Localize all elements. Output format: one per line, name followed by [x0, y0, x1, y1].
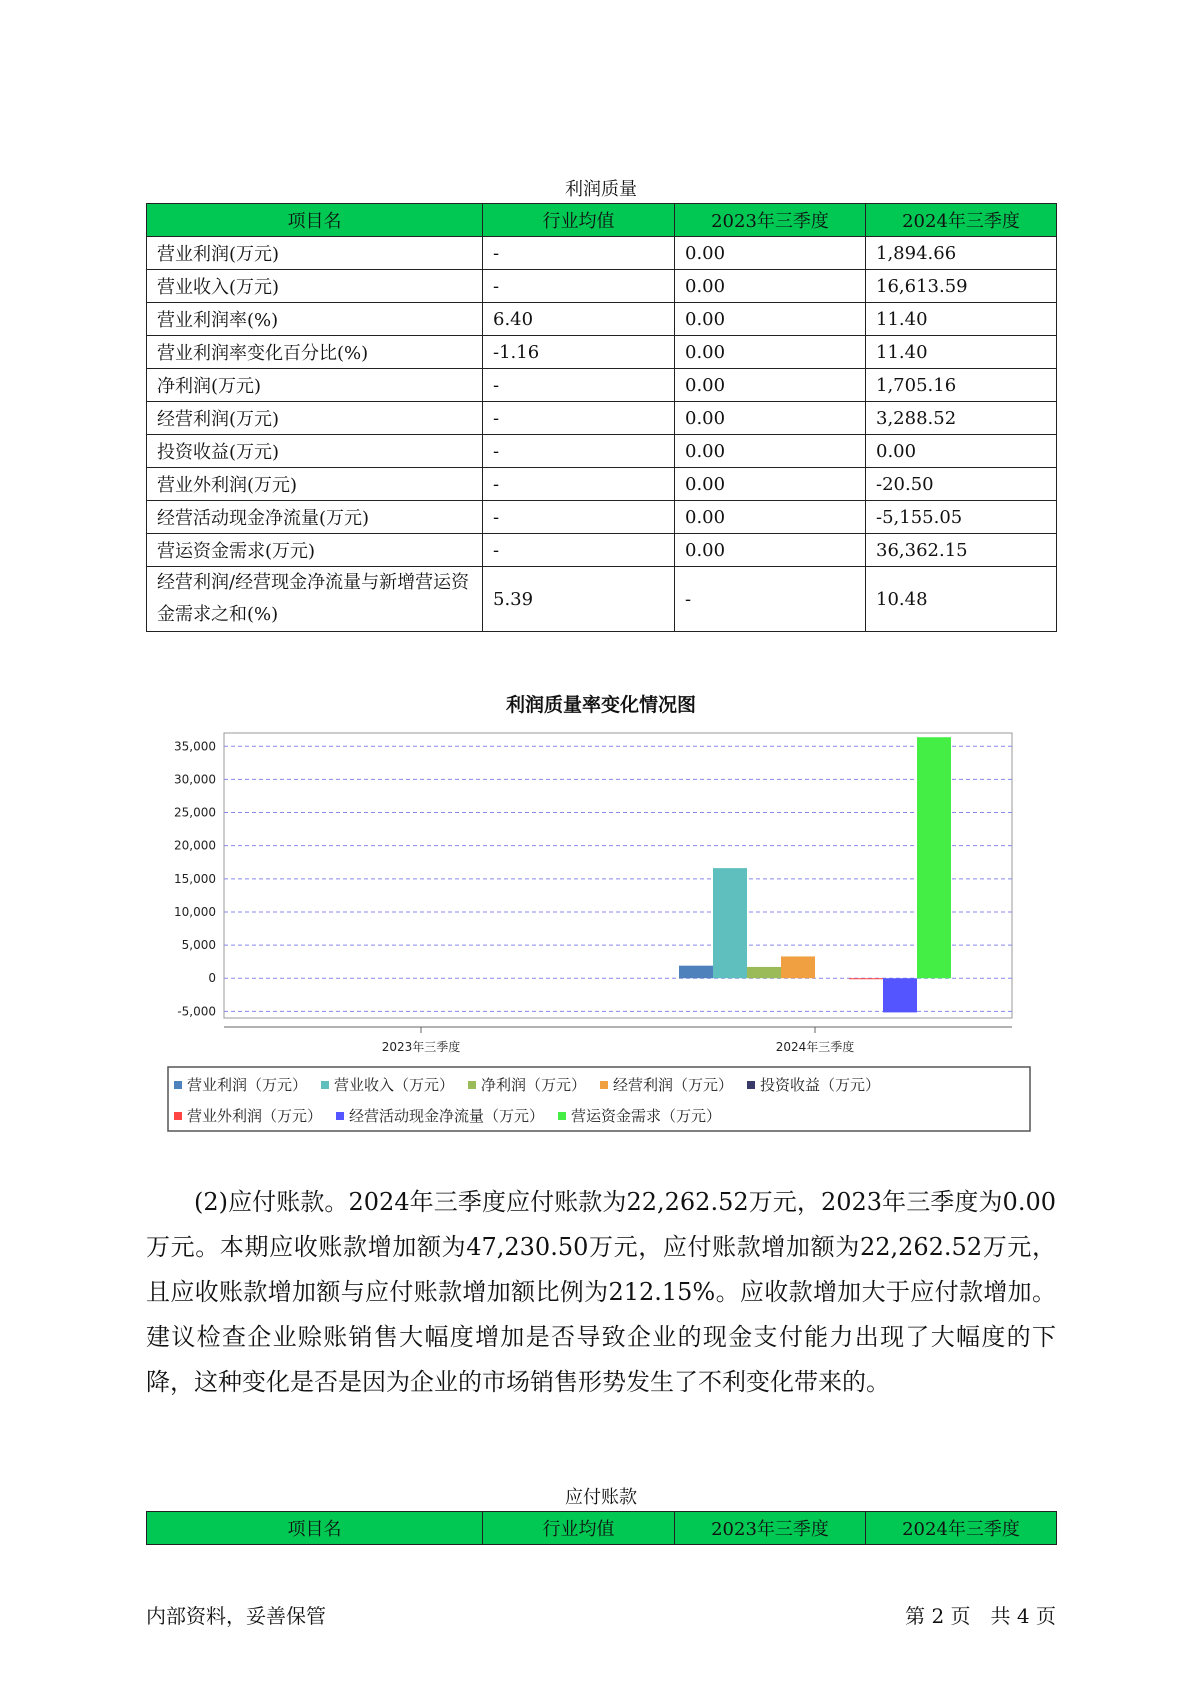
cell-item: 营运资金需求(万元) [147, 534, 483, 567]
header-item-name: 项目名 [147, 1512, 483, 1545]
plot-area [224, 733, 1012, 1018]
legend-swatch [600, 1081, 608, 1089]
cell-item: 净利润(万元) [147, 369, 483, 402]
cell-avg: - [483, 270, 675, 303]
header-industry-avg: 行业均值 [483, 204, 675, 237]
cell-avg: - [483, 369, 675, 402]
legend-swatch [174, 1081, 182, 1089]
legend-item: 营业利润（万元） [187, 1076, 308, 1094]
legend-swatch [174, 1112, 182, 1120]
cell-2023: 0.00 [675, 501, 866, 534]
cell-avg: -1.16 [483, 336, 675, 369]
y-tick-label: 30,000 [174, 772, 216, 787]
cell-2024: 16,613.59 [866, 270, 1057, 303]
header-industry-avg: 行业均值 [483, 1512, 675, 1545]
header-2024q3: 2024年三季度 [866, 1512, 1057, 1545]
cell-2024: -5,155.05 [866, 501, 1057, 534]
cell-item: 营业外利润(万元) [147, 468, 483, 501]
cell-2024: 36,362.15 [866, 534, 1057, 567]
chart-title: 利润质量率变化情况图 [505, 694, 696, 716]
cell-2023: 0.00 [675, 303, 866, 336]
bar [849, 978, 883, 979]
y-tick-label: -5,000 [177, 1004, 216, 1019]
cell-2023: 0.00 [675, 402, 866, 435]
y-tick-label: 25,000 [174, 805, 216, 820]
table2-caption: 应付账款 [565, 1487, 637, 1508]
legend-item: 投资收益（万元） [760, 1076, 881, 1094]
legend-item: 经营利润（万元） [613, 1076, 734, 1094]
cell-2024: -20.50 [866, 468, 1057, 501]
analysis-paragraph: (2)应付账款。2024年三季度应付账款为22,262.52万元，2023年三季度为0.00万元。本期应收账款增加额为47,230.50万元，应付账款增加额为22,262.52万元，且应收账款增加额与应付账款增加额比例为212.15%。应收款增加大于应付款增加。建议检查企业赊账销售大幅度增加是否导致企业的现金支付能力出现了大幅度的下降，这种变化是否是因为企业的市场销售形势发生了不利变化带来的。 [146, 1188, 1056, 1396]
legend-swatch [321, 1081, 329, 1089]
bar [679, 966, 713, 979]
x-tick-label: 2024年三季度 [775, 1040, 855, 1054]
bar [747, 967, 781, 978]
legend-swatch [336, 1112, 344, 1120]
cell-2024: 11.40 [866, 303, 1057, 336]
cell-item: 经营利润/经营现金净流量与新增营运资金需求之和(%) [147, 567, 483, 632]
cell-avg: - [483, 402, 675, 435]
y-tick-label: 15,000 [174, 871, 216, 886]
header-2023q3: 2023年三季度 [675, 204, 866, 237]
cell-2023: - [675, 567, 866, 632]
legend-swatch [747, 1081, 755, 1089]
cell-2024: 1,894.66 [866, 237, 1057, 270]
legend-item: 经营活动现金净流量（万元） [349, 1107, 545, 1125]
header-2023q3: 2023年三季度 [675, 1512, 866, 1545]
accounts-payable-table [146, 1511, 1057, 1545]
legend-item: 净利润（万元） [481, 1076, 587, 1094]
cell-item: 营业利润(万元) [147, 237, 483, 270]
cell-avg: 5.39 [483, 567, 675, 632]
legend-item: 营运资金需求（万元） [571, 1107, 722, 1125]
cell-item: 投资收益(万元) [147, 435, 483, 468]
bar [781, 956, 815, 978]
cell-item: 营业利润率变化百分比(%) [147, 336, 483, 369]
cell-item: 营业利润率(%) [147, 303, 483, 336]
legend-item: 营业收入（万元） [334, 1076, 455, 1094]
y-tick-label: 10,000 [174, 904, 216, 919]
cell-avg: - [483, 534, 675, 567]
legend-swatch [468, 1081, 476, 1089]
legend-swatch [558, 1112, 566, 1120]
cell-avg: - [483, 435, 675, 468]
bar [917, 737, 951, 978]
y-tick-label: 20,000 [174, 838, 216, 853]
bar [713, 868, 747, 978]
x-tick-label: 2023年三季度 [381, 1040, 461, 1054]
table1-caption: 利润质量 [565, 179, 637, 200]
y-tick-label: 35,000 [174, 739, 216, 754]
bar [883, 978, 917, 1012]
cell-2023: 0.00 [675, 369, 866, 402]
cell-item: 经营利润(万元) [147, 402, 483, 435]
cell-2024: 0.00 [866, 435, 1057, 468]
cell-avg: - [483, 237, 675, 270]
cell-2024: 1,705.16 [866, 369, 1057, 402]
cell-avg: 6.40 [483, 303, 675, 336]
cell-item: 经营活动现金净流量(万元) [147, 501, 483, 534]
y-tick-label: 5,000 [181, 938, 216, 953]
cell-item: 营业收入(万元) [147, 270, 483, 303]
footer-page-number: 第 2 页 共 4 页 [905, 1604, 1056, 1628]
header-item-name: 项目名 [147, 204, 483, 237]
cell-2023: 0.00 [675, 534, 866, 567]
y-tick-label: 0 [208, 971, 216, 986]
cell-2023: 0.00 [675, 336, 866, 369]
cell-2023: 0.00 [675, 468, 866, 501]
legend-item: 营业外利润（万元） [187, 1107, 323, 1125]
header-2024q3: 2024年三季度 [866, 204, 1057, 237]
cell-2023: 0.00 [675, 270, 866, 303]
footer-confidential: 内部资料，妥善保管 [146, 1604, 326, 1628]
cell-avg: - [483, 501, 675, 534]
cell-avg: - [483, 468, 675, 501]
cell-2024: 11.40 [866, 336, 1057, 369]
cell-2024: 3,288.52 [866, 402, 1057, 435]
cell-2023: 0.00 [675, 237, 866, 270]
cell-2023: 0.00 [675, 435, 866, 468]
cell-2024: 10.48 [866, 567, 1057, 632]
